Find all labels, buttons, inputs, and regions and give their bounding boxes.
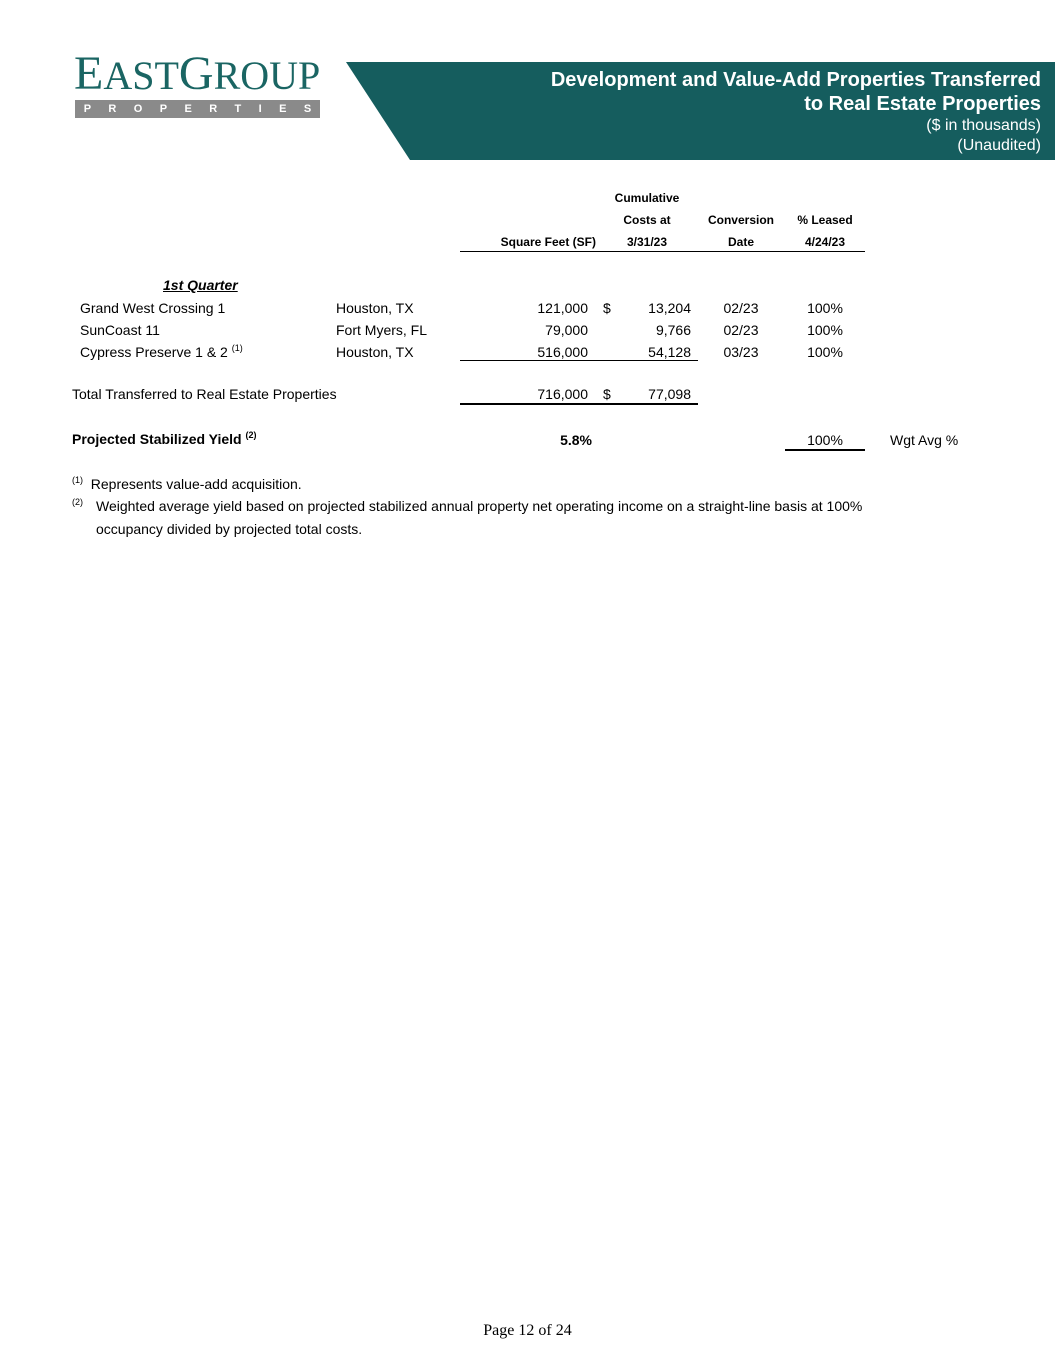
- logo-subtitle-bar: P R O P E R T I E S: [75, 100, 320, 118]
- page-title-line2: to Real Estate Properties: [804, 93, 1041, 115]
- col-header-cost-1: Cumulative: [614, 191, 680, 205]
- col-header-cost-3: 3/31/23: [626, 235, 668, 249]
- col-header-conversion-1: Conversion: [707, 213, 774, 227]
- yield-leased: 100%: [807, 432, 843, 448]
- units-note: ($ in thousands): [926, 117, 1041, 134]
- subtotal-underline: [460, 360, 698, 361]
- row-3-cost: 54,128: [648, 344, 691, 360]
- row-3-date: 03/23: [723, 344, 759, 360]
- row-1-date: 02/23: [723, 300, 759, 316]
- yield-value: 5.8%: [560, 432, 592, 448]
- col-header-leased-1: % Leased: [797, 213, 853, 227]
- row-3-location: Houston, TX: [336, 344, 414, 360]
- row-2-location: Fort Myers, FL: [336, 322, 428, 338]
- row-1-location: Houston, TX: [336, 300, 414, 316]
- row-1-name: Grand West Crossing 1: [80, 300, 226, 316]
- row-1-leased: 100%: [807, 300, 843, 316]
- row-2-date: 02/23: [723, 322, 759, 338]
- footnote-2-text-cont: occupancy divided by projected total costs.: [96, 521, 363, 537]
- row-2-sf: 79,000: [545, 322, 588, 338]
- yield-leased-underline: [785, 449, 865, 451]
- footnote-1: $^{(1)}$ Represents value-add acquisition.: [72, 475, 302, 492]
- page-title-line1: Development and Value-Add Properties Transferred: [550, 69, 1041, 91]
- row-1-sf: 121,000: [537, 300, 588, 316]
- row-2-cost: 9,766: [655, 322, 691, 338]
- col-header-leased-2: 4/24/23: [804, 235, 846, 249]
- company-logo: EASTGROUP: [74, 47, 321, 100]
- footnote-2-text: Weighted average yield based on projected stabilized annual property net operating income on a straight-line basis at 100%: [96, 498, 863, 514]
- total-double-underline: [460, 403, 698, 405]
- row-1-cost: 13,204: [648, 300, 691, 316]
- section-label: 1st Quarter: [163, 277, 238, 293]
- yield-footnote-mark: (2): [245, 430, 257, 440]
- row-1-dollar: $: [603, 300, 611, 316]
- row-3-footnote-mark: (1): [231, 343, 243, 353]
- row-2-leased: 100%: [807, 322, 843, 338]
- row-2-name: SunCoast 11: [80, 322, 160, 338]
- audit-note: (Unaudited): [957, 137, 1041, 154]
- yield-label: Projected Stabilized Yield $^{(2)}$: [72, 430, 257, 447]
- total-sf: 716,000: [537, 386, 588, 402]
- total-label: Total Transferred to Real Estate Properties: [72, 386, 337, 402]
- page-number: Page 12 of 24: [483, 1322, 572, 1339]
- col-header-conversion-2: Date: [727, 235, 754, 249]
- yield-suffix: Wgt Avg %: [890, 432, 959, 448]
- row-3-sf: 516,000: [537, 344, 588, 360]
- col-header-sf: Square Feet (SF): [500, 235, 596, 249]
- row-3-name: Cypress Preserve 1 & 2 $^{(1)}$: [80, 343, 243, 360]
- row-3-leased: 100%: [807, 344, 843, 360]
- col-header-cost-2: Costs at: [623, 213, 671, 227]
- footnote-2: (2): [72, 497, 83, 507]
- total-dollar: $: [603, 386, 611, 402]
- total-cost: 77,098: [648, 386, 691, 402]
- header-underline: [460, 251, 865, 252]
